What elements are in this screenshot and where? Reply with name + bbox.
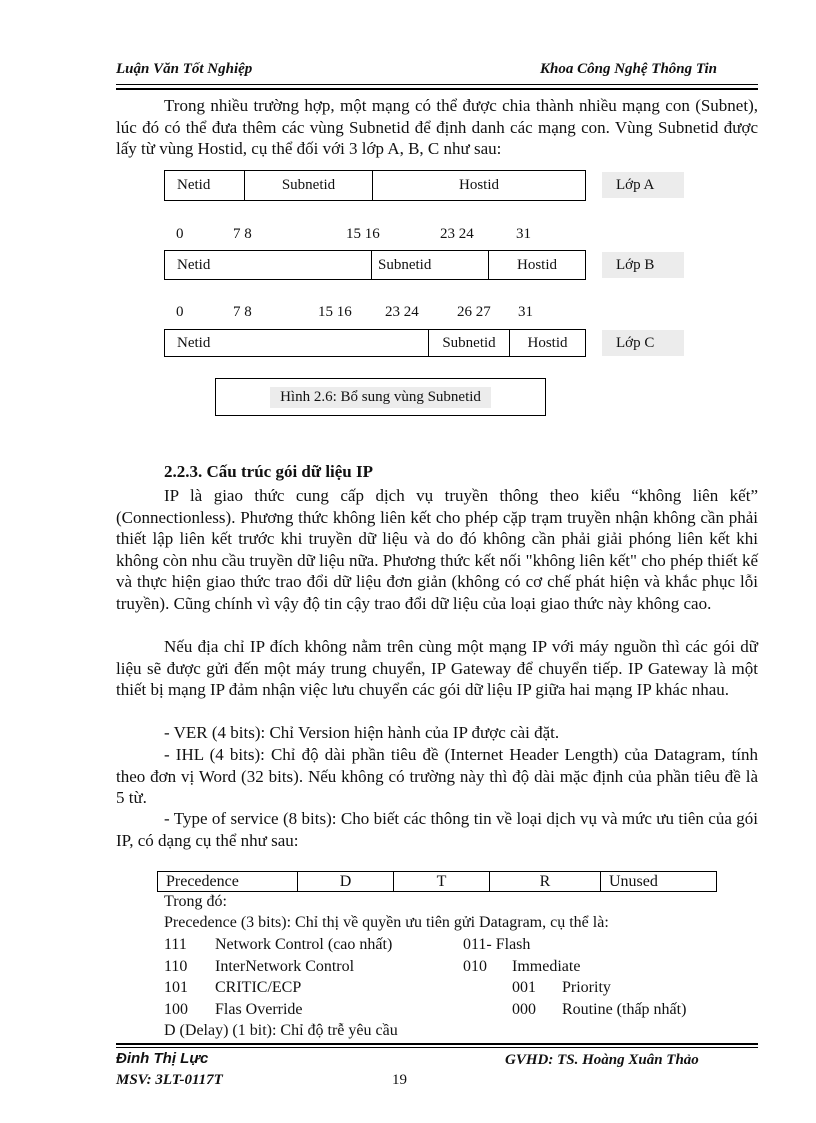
bit-label: 15 16 — [346, 226, 380, 242]
precedence-code: 110 — [164, 958, 188, 975]
footer-student-id: MSV: 3LT-0117T — [116, 1072, 223, 1088]
class-b-label: Lớp B — [602, 252, 684, 278]
paragraph-ihl: - IHL (4 bits): Chỉ độ dài phần tiêu đề (Internet Header Length) của Datagram, tính theo đơn vị Word (32 bits). Nếu không có trường này thì độ dài mặc định của phần tiêu đề là 5 từ. — [116, 745, 758, 808]
tos-precedence: Precedence — [158, 872, 298, 891]
class-b-subnetid: Subnetid — [372, 251, 489, 279]
class-b-hostid: Hostid — [516, 256, 557, 273]
bit-label: 0 — [176, 304, 184, 320]
class-c-netid: Netid — [165, 330, 429, 356]
class-b-netid: Netid — [165, 251, 372, 279]
precedence-code: 010 — [463, 958, 487, 975]
footer-rule-bottom — [116, 1047, 758, 1048]
precedence-code: 111 — [164, 936, 187, 953]
tos-throughput: T — [394, 872, 490, 891]
precedence-name: CRITIC/ECP — [215, 979, 302, 996]
footer-advisor: GVHD: TS. Hoàng Xuân Thảo — [505, 1052, 699, 1068]
figure-caption-box — [215, 378, 546, 416]
class-a-format — [164, 170, 586, 201]
section-heading: 2.2.3. Cấu trúc gói dữ liệu IP — [164, 462, 374, 481]
precedence-name: Priority — [562, 979, 611, 996]
bit-label: 7 8 — [233, 226, 252, 242]
class-b-format — [164, 250, 586, 280]
class-c-format — [164, 329, 586, 357]
precedence-code: 100 — [164, 1001, 188, 1018]
bit-label: 31 — [518, 304, 533, 320]
bit-label: 23 24 — [385, 304, 419, 320]
bit-label: 0 — [176, 226, 184, 242]
footer-author: Đinh Thị Lực — [116, 1050, 209, 1067]
paragraph-tos: - Type of service (8 bits): Cho biết các thông tin về loại dịch vụ và mức ưu tiên của gói IP, có dạng cụ thể như sau: — [116, 809, 758, 850]
class-a-netid: Netid — [165, 171, 245, 200]
precedence-name: Immediate — [512, 958, 581, 975]
delay-description: D (Delay) (1 bit): Chỉ độ trễ yêu cầu — [164, 1022, 398, 1039]
bit-label: 26 27 — [457, 304, 491, 320]
class-a-label: Lớp A — [602, 172, 684, 198]
precedence-code: 000 — [512, 1001, 536, 1018]
bit-label: 15 16 — [318, 304, 352, 320]
figure-caption: Hình 2.6: Bổ sung vùng Subnetid — [270, 387, 491, 408]
class-a-hostid: Hostid — [458, 177, 499, 193]
header-right: Khoa Công Nghệ Thông Tin — [540, 61, 717, 77]
class-c-subnetid: Subnetid — [429, 330, 510, 356]
bit-label: 31 — [516, 226, 531, 242]
paragraph-connectionless: IP là giao thức cung cấp dịch vụ truyền thông theo kiểu “không liên kết” (Connectionless). Phương thức không liên kết cho phép cặp trạm truyền nhận không cần phải thiết lập liên kết trước khi truyền dữ liệu và do đó không cần phải giải phóng liên kết khi không còn nhu cầu truyền dữ liệu nữa. Phương thức kết nối "không liên kết" cho phép thiết kế và thực hiện giao thức trao đổi dữ liệu đơn giản (không có cơ chế phát hiện và khắc phục lỗi truyền). Cũng chính vì vậy độ tin cậy trao đổi dữ liệu của loại giao thức này không cao. — [116, 486, 758, 613]
precedence-description: Precedence (3 bits): Chỉ thị về quyền ưu tiên gửi Datagram, cụ thể là: — [164, 914, 609, 931]
header-rule-bottom — [116, 88, 758, 90]
page-number: 19 — [392, 1072, 407, 1088]
paragraph-ver: - VER (4 bits): Chỉ Version hiện hành của IP được cài đặt. — [164, 723, 560, 742]
class-c-label: Lớp C — [602, 330, 684, 356]
intro-paragraph: Trong nhiều trường hợp, một mạng có thể được chia thành nhiều mạng con (Subnet), lúc đó có thể đưa thêm các vùng Subnetid để định danh các mạng con. Vùng Subnetid được lấy từ vùng Hostid, cụ thể đối với 3 lớp A, B, C như sau: — [116, 96, 758, 159]
paragraph-gateway: Nếu địa chỉ IP đích không nằm trên cùng một mạng IP với máy nguồn thì các gói dữ liệu sẽ được gửi đến một máy trung chuyển, IP Gateway để chuyển tiếp. IP Gateway là một thiết bị mạng IP đảm nhận việc lưu chuyển các gói dữ liệu IP giữa hai mạng IP khác nhau. — [116, 637, 758, 700]
tos-delay: D — [298, 872, 394, 891]
class-a-subnetid: Subnetid — [245, 171, 373, 200]
precedence-name: Flas Override — [215, 1001, 303, 1018]
precedence-name: Network Control (cao nhất) — [215, 936, 393, 953]
precedence-code: 101 — [164, 979, 188, 996]
header-left: Luận Văn Tốt Nghiệp — [116, 61, 253, 77]
footer-rule-top — [116, 1043, 758, 1045]
bit-label: 7 8 — [233, 304, 252, 320]
class-c-hostid: Hostid — [527, 334, 568, 351]
details-intro: Trong đó: — [164, 893, 227, 910]
tos-unused: Unused — [609, 872, 658, 890]
tos-reliability: R — [490, 872, 601, 891]
precedence-code: 011- Flash — [463, 936, 531, 953]
precedence-code: 001 — [512, 979, 536, 996]
header-rule-top — [116, 84, 758, 85]
tos-table — [157, 871, 717, 892]
precedence-name: InterNetwork Control — [215, 958, 355, 975]
precedence-name: Routine (thấp nhất) — [562, 1001, 687, 1018]
bit-label: 23 24 — [440, 226, 474, 242]
